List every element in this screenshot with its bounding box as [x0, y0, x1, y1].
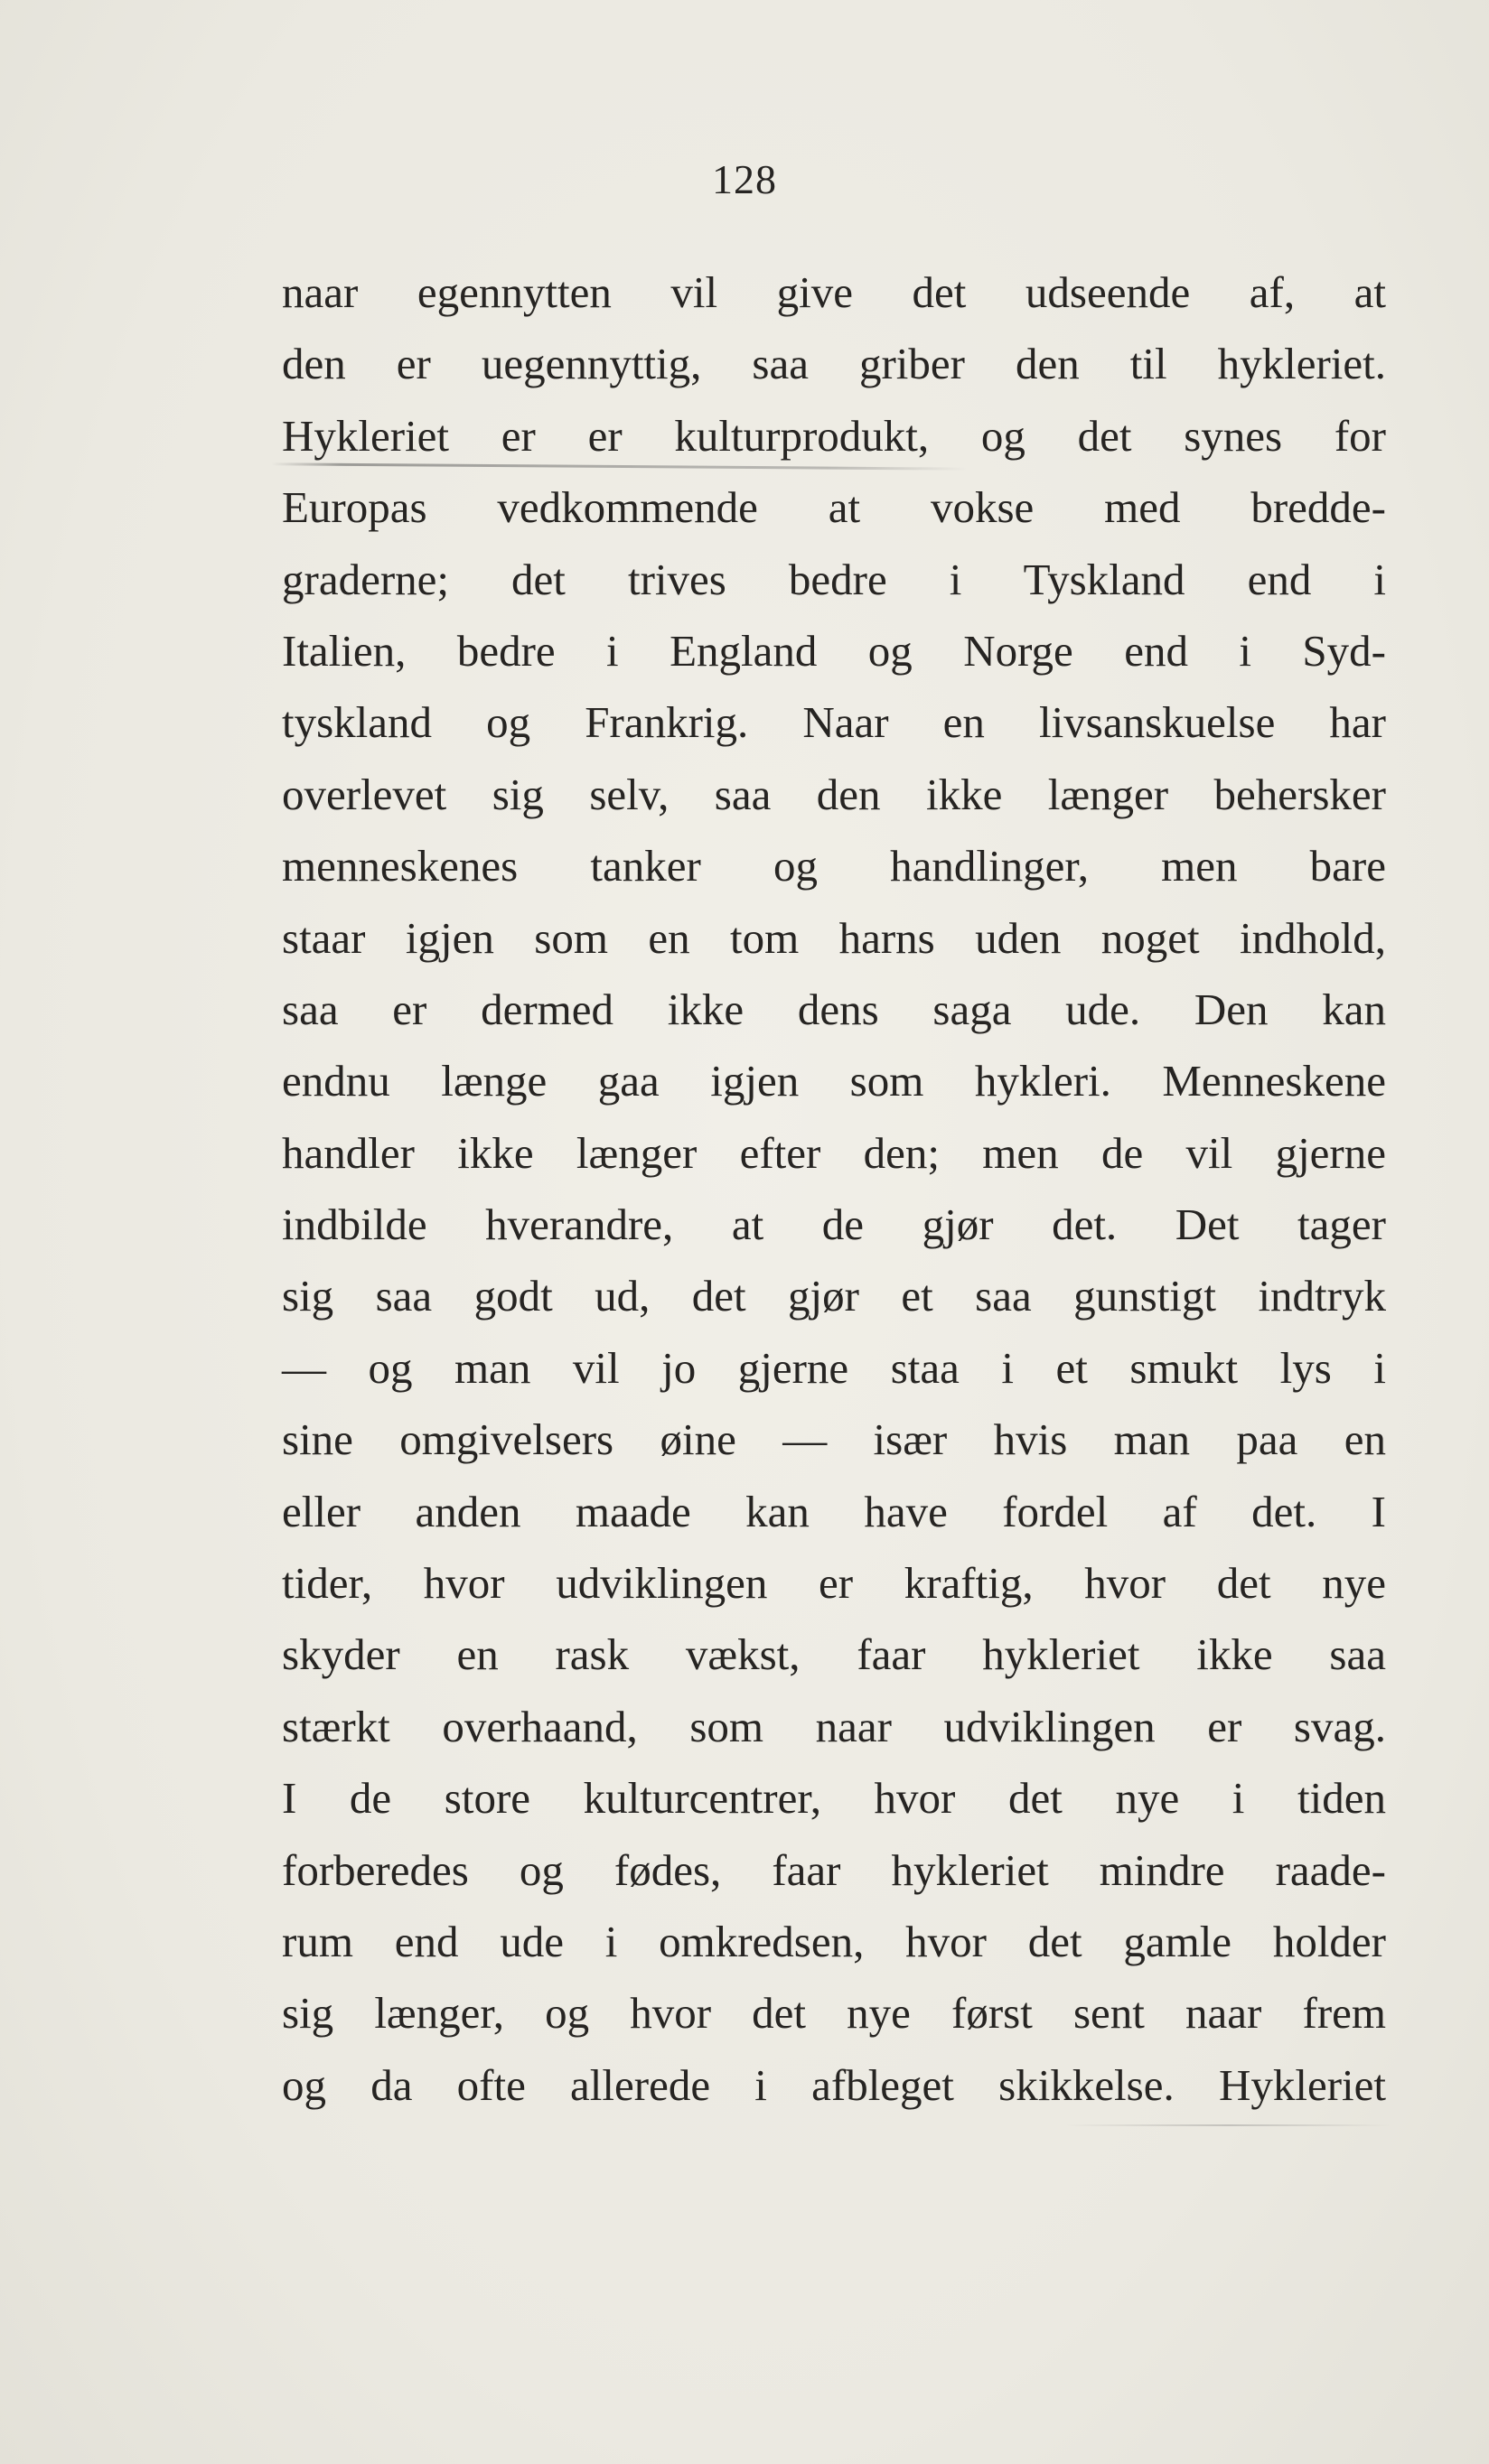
- text-line: sig saa godt ud, det gjør et saa gunstigt indtryk: [282, 1271, 1386, 1321]
- page-number: 128: [712, 156, 777, 202]
- text-line: forberedes og fødes, faar hykleriet mindre raade-: [282, 1844, 1386, 1895]
- text-line: sine omgivelsers øine — især hvis man paa en: [282, 1414, 1386, 1465]
- text-line: den er uegennyttig, saa griber den til hykleriet.: [282, 339, 1386, 389]
- text-line: stærkt overhaand, som naar udviklingen er svag.: [282, 1701, 1386, 1751]
- text-line: indbilde hverandre, at de gjør det. Det tager: [282, 1199, 1386, 1250]
- text-line: rum end ude i omkredsen, hvor det gamle holder: [282, 1916, 1386, 1966]
- text-line: graderne; det trives bedre i Tyskland end i: [282, 554, 1386, 604]
- text-line: naar egennytten vil give det udseende af, at: [282, 267, 1386, 317]
- text-line: eller anden maade kan have fordel af det. I: [282, 1486, 1386, 1536]
- text-line: I de store kulturcentrer, hvor det nye i tiden: [282, 1773, 1386, 1824]
- text-line: sig længer, og hvor det nye først sent naar frem: [282, 1988, 1386, 2039]
- body-text: [282, 257, 1386, 2121]
- text-line: Hykleriet er er kulturprodukt, og det synes for: [282, 410, 1386, 461]
- text-line: tider, hvor udviklingen er kraftig, hvor det nye: [282, 1558, 1386, 1609]
- text-line: overlevet sig selv, saa den ikke længer behersker: [282, 769, 1386, 819]
- text-line: — og man vil jo gjerne staa i et smukt lys i: [282, 1342, 1386, 1393]
- text-line: Italien, bedre i England og Norge end i Syd-: [282, 625, 1386, 676]
- text-line: skyder en rask vækst, faar hykleriet ikke saa: [282, 1629, 1386, 1680]
- text-line: Europas vedkommende at vokse med bredde-: [282, 482, 1386, 533]
- text-line: og da ofte allerede i afbleget skikkelse. Hykleriet: [282, 2059, 1386, 2110]
- text-line: saa er dermed ikke dens saga ude. Den kan: [282, 984, 1386, 1034]
- faint-pencil-line: [1066, 2124, 1391, 2126]
- text-line: endnu længe gaa igjen som hykleri. Menneskene: [282, 1056, 1386, 1106]
- text-line: tyskland og Frankrig. Naar en livsanskuelse har: [282, 697, 1386, 748]
- text-line: handler ikke længer efter den; men de vil gjerne: [282, 1127, 1386, 1178]
- text-line: menneskenes tanker og handlinger, men bare: [282, 841, 1386, 891]
- text-line: staar igjen som en tom harns uden noget indhold,: [282, 912, 1386, 963]
